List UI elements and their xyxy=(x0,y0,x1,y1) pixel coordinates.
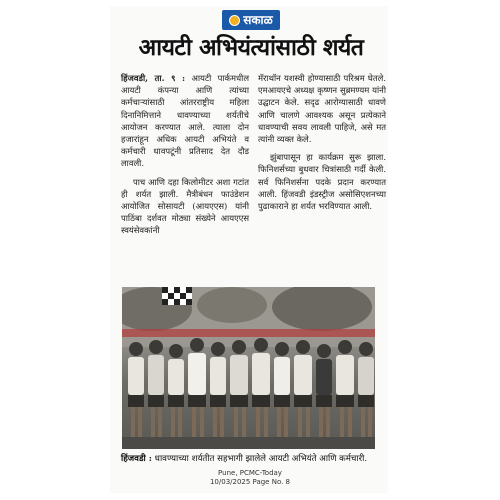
masthead-logo xyxy=(222,10,280,30)
photo-caption xyxy=(121,453,376,465)
masthead-name: सकाळ xyxy=(243,13,273,27)
checkered-flag-icon xyxy=(162,287,192,305)
article-column-left xyxy=(121,72,249,237)
news-photo-runners xyxy=(122,287,375,449)
date-page-label: 10/03/2025 Page No. 8 xyxy=(209,478,291,486)
article-paragraph: मॅराथॉन यशस्वी होण्यासाठी परिश्रम घेतले. एमआयएचे अध्यक्ष कृष्णन सुब्रमण्यम यांनी उद्घाटन केले. सदृढ आरोग्यासाठी धावणे आणि चालणे आवश्यक असून प्रत्येकाने धावण्याची सवय लावली पाहिजे, असे मत त्यांनी व्यक्त केले. xyxy=(258,73,386,145)
article-paragraph: झुंबापासून हा कार्यक्रम सुरू झाला. फिनिशर्सच्या बुधवार चित्रांसाठी गर्दी केली. सर्व फिनिशर्सना पदके प्रदान करण्यात आली. हिंजवडी इंडस्ट्रीज असोसिएशनच्या पुढाकाराने हा शर्यत भरविण्यात आली. xyxy=(258,152,386,212)
dateline: हिंजवडी, ता. ९ : xyxy=(121,73,186,83)
runners-illustration xyxy=(122,287,375,449)
article-paragraph: पाच आणि दहा किलोमीटर अशा गटांत ही शर्यत झाली. मैत्रीबंधन फाउंडेशन आयोजित सोसायटी (आयएएस) यांनी पाठिंबा दर्शवत मोठ्या संख्येने आयएएस स्वयंसेवकांनी xyxy=(121,176,249,236)
caption-place: हिंजवडी : xyxy=(121,454,152,464)
edition-label: Pune, PCMC-Today xyxy=(218,469,282,477)
article-paragraph: आयटी पार्कमधील आयटी कंपन्या आणि त्यांच्या कर्मचाऱ्यांसाठी आंतरराष्ट्रीय महिला दिनानिमित्ताने धावण्याच्या शर्यतीचे आयोजन करण्यात आले. त्याला दोन हजारांहून अधिक आयटी अभियंते व कर्मचारी धावपटूंनी प्रतिसाद देत दौड लावली. xyxy=(121,73,249,169)
caption-text: धावण्याच्या शर्यतीत सहभागी झालेले आयटी अभियंते आणि कर्मचारी. xyxy=(154,454,368,464)
headline: आयटी अभियंत्यांसाठी शर्यत xyxy=(138,35,364,61)
sun-logo-icon xyxy=(229,15,240,26)
clipping-footer xyxy=(0,469,500,487)
article-column-right xyxy=(258,72,386,212)
